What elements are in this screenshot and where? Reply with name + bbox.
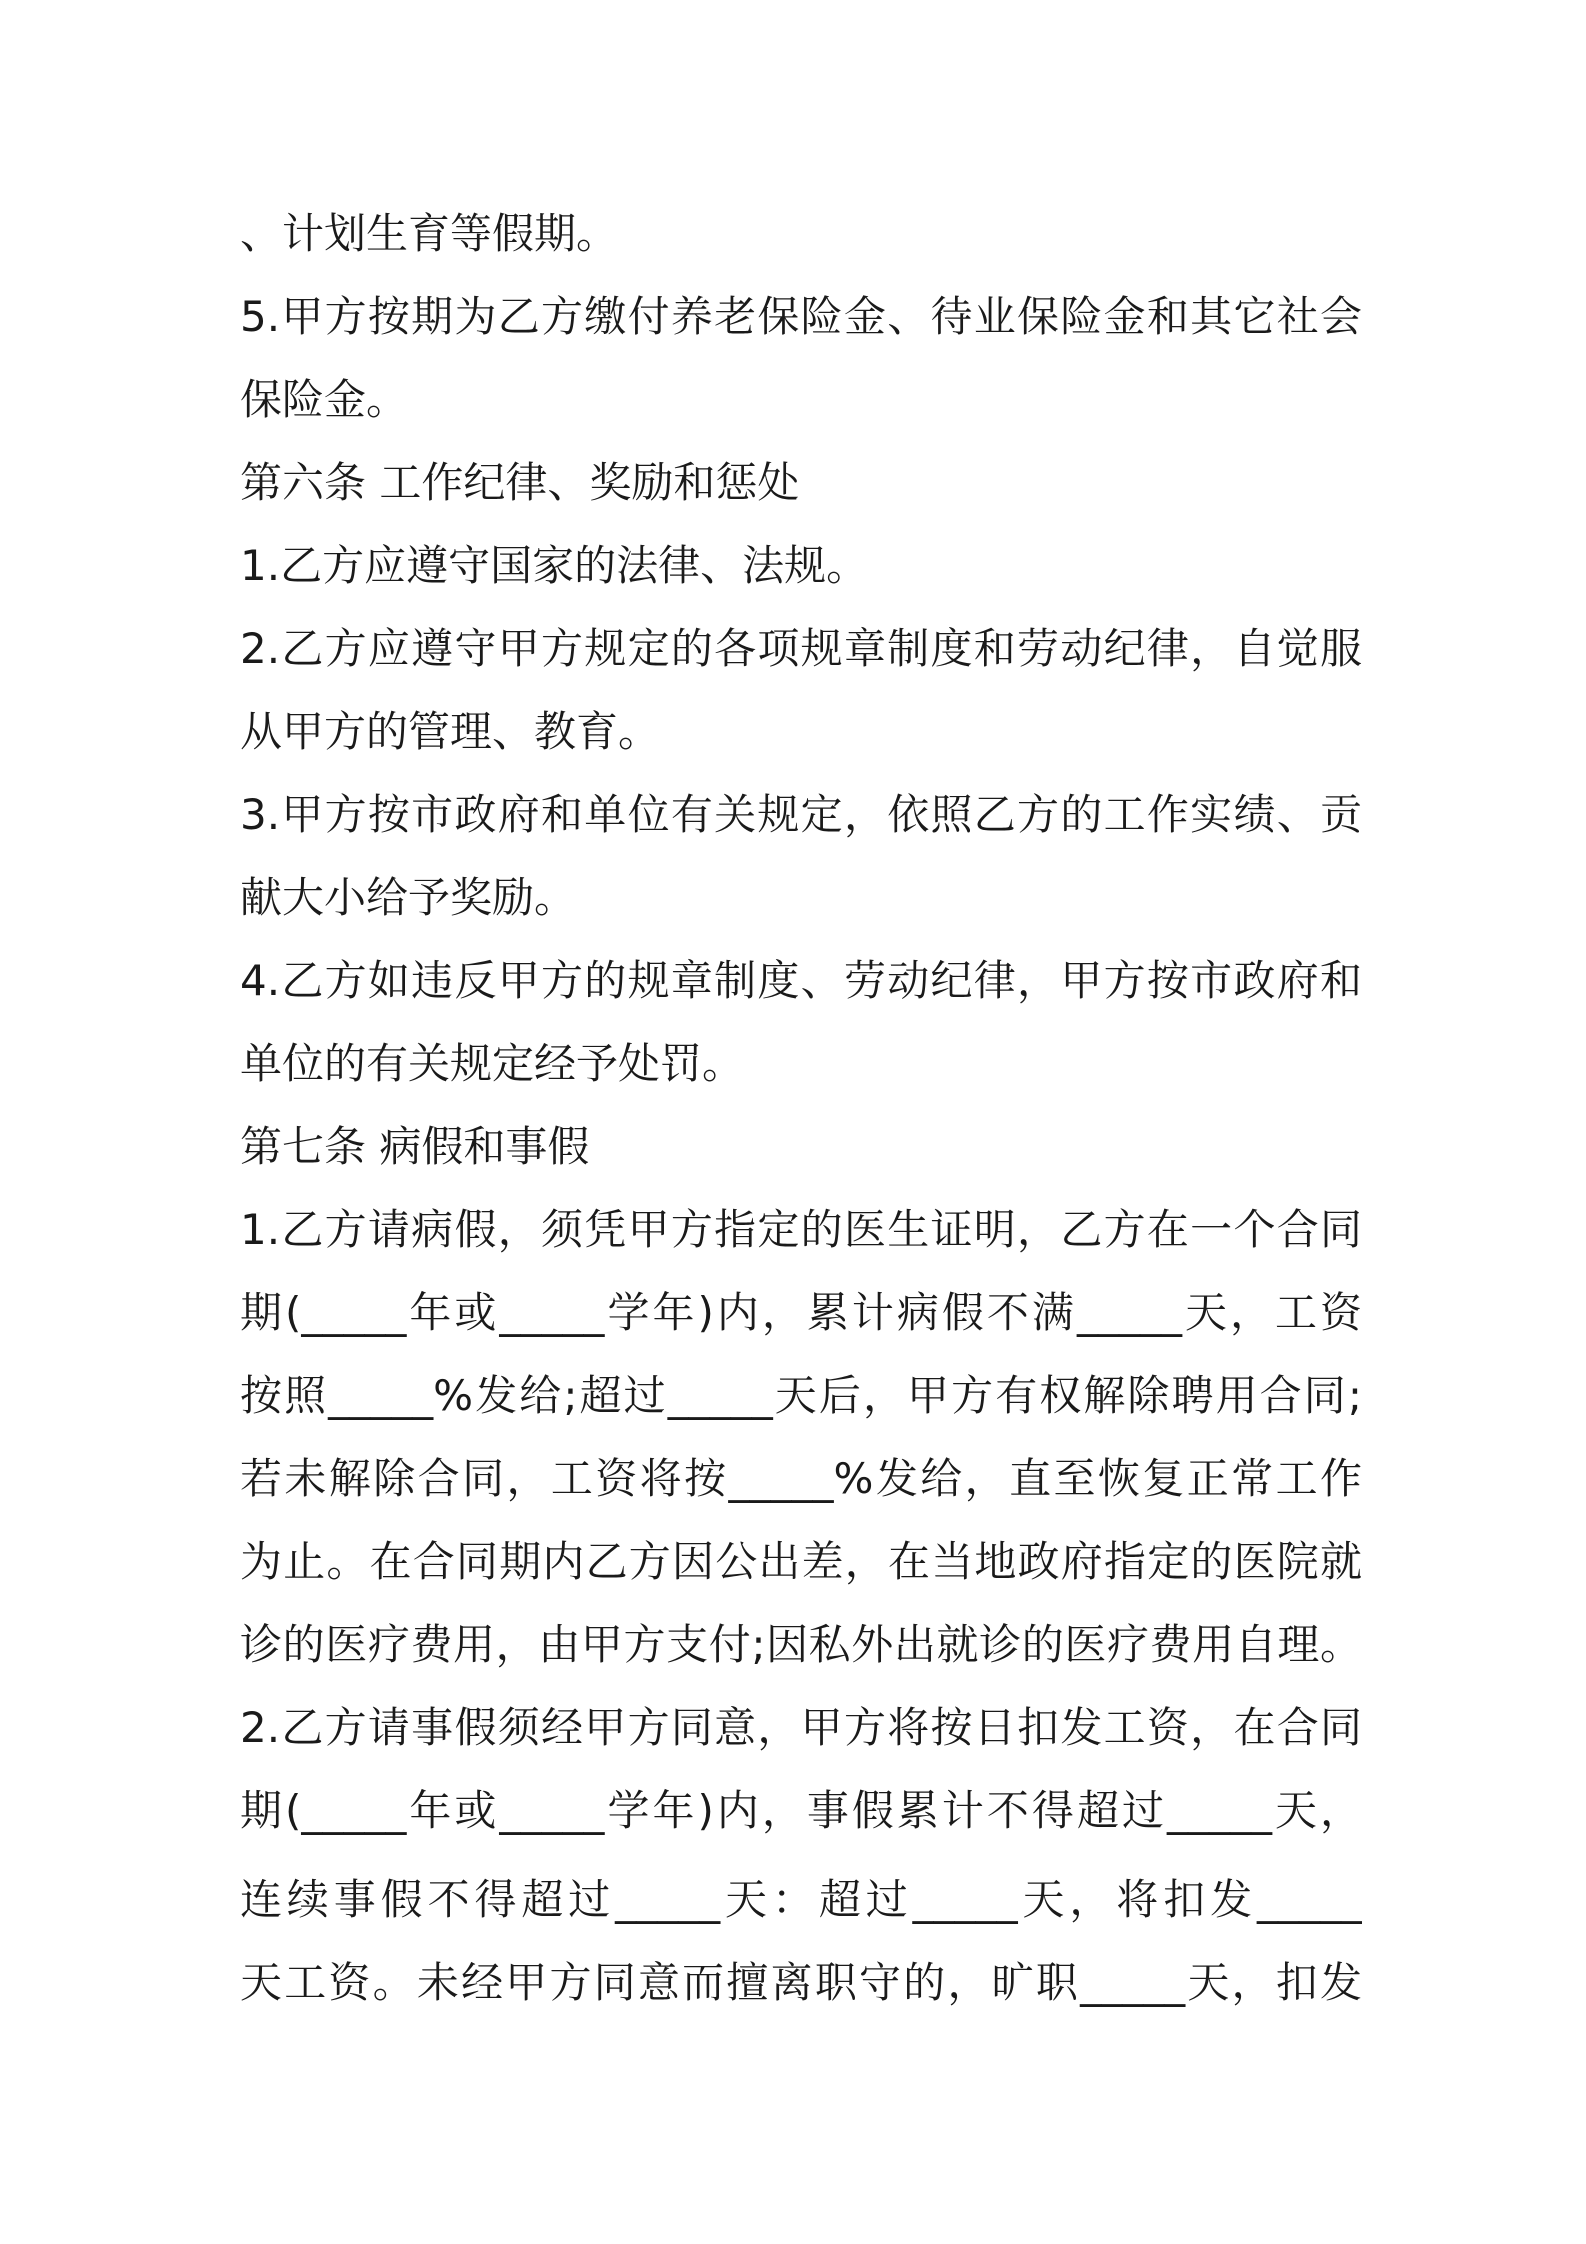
text-line: 期(_____年或_____学年)内，累计病假不满_____天，工资 bbox=[240, 1288, 1362, 1337]
text-line: 2.乙方请事假须经甲方同意，甲方将按日扣发工资，在合同 bbox=[240, 1703, 1362, 1752]
document-body bbox=[240, 192, 1362, 2024]
text-line: 为止。在合同期内乙方因公出差，在当地政府指定的医院就 bbox=[240, 1537, 1362, 1586]
text-line: 期(_____年或_____学年)内，事假累计不得超过_____天， bbox=[240, 1786, 1362, 1835]
text-line: 诊的医疗费用，由甲方支付;因私外出就诊的医疗费用自理。 bbox=[240, 1620, 1362, 1669]
text-line: 按照_____%发给;超过_____天后，甲方有权解除聘用合同; bbox=[240, 1371, 1362, 1420]
text-line: 从甲方的管理、教育。 bbox=[240, 707, 661, 756]
text-line: 、计划生育等假期。 bbox=[240, 209, 619, 258]
section-heading: 第六条 工作纪律、奖励和惩处 bbox=[240, 458, 800, 507]
text-line: 2.乙方应遵守甲方规定的各项规章制度和劳动纪律，自觉服 bbox=[240, 624, 1362, 673]
text-line: 1.乙方应遵守国家的法律、法规。 bbox=[240, 541, 869, 590]
text-line: 单位的有关规定经予处罚。 bbox=[240, 1039, 745, 1088]
section-heading: 第七条 病假和事假 bbox=[240, 1122, 590, 1171]
text-line: 1.乙方请病假，须凭甲方指定的医生证明，乙方在一个合同 bbox=[240, 1205, 1362, 1254]
text-line: 4.乙方如违反甲方的规章制度、劳动纪律，甲方按市政府和 bbox=[240, 956, 1362, 1005]
text-line: 保险金。 bbox=[240, 375, 409, 424]
text-line: 5.甲方按期为乙方缴付养老保险金、待业保险金和其它社会 bbox=[240, 292, 1362, 341]
text-line: 连续事假不得超过_____天：超过_____天，将扣发_____ bbox=[240, 1875, 1362, 1924]
text-line: 天工资。未经甲方同意而擅离职守的，旷职_____天，扣发 bbox=[240, 1958, 1362, 2007]
text-line: 献大小给予奖励。 bbox=[240, 873, 577, 922]
text-line: 若未解除合同，工资将按_____%发给，直至恢复正常工作 bbox=[240, 1454, 1362, 1503]
text-line: 3.甲方按市政府和单位有关规定，依照乙方的工作实绩、贡 bbox=[240, 790, 1362, 839]
